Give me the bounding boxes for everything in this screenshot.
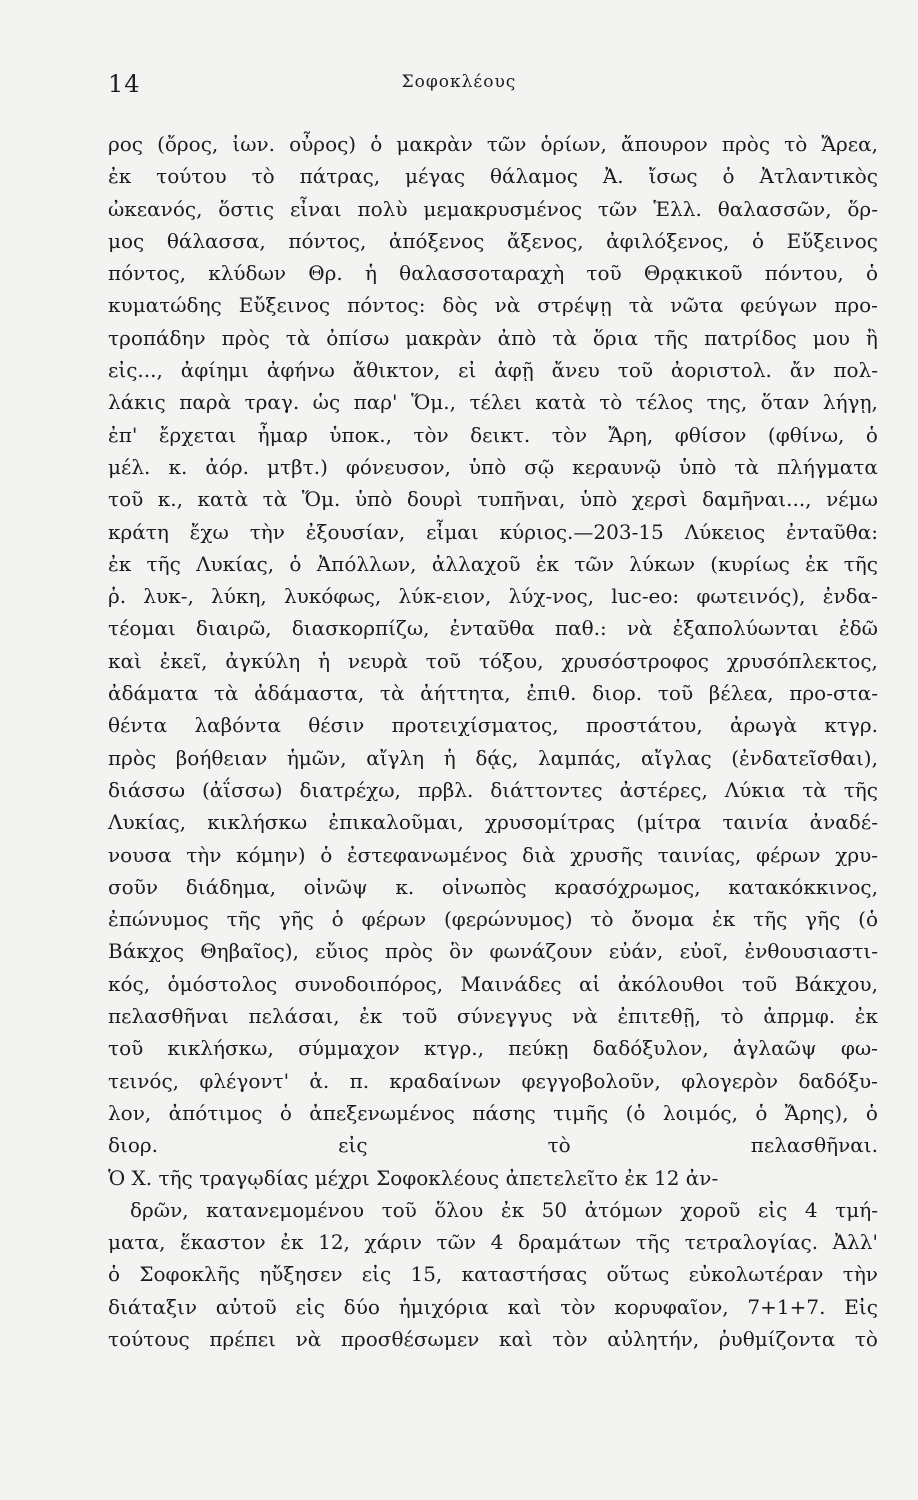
text-line: πόντος, κλύδων Θρ. ἡ θαλασσοταραχὴ τοῦ Θρᾳκικοῦ πόντου, ὁ xyxy=(108,261,878,286)
text-line: ῥ. λυκ-, λύκη, λυκόφως, λύκ-ειον, λύχ-νος, luc-eo: φωτεινός), ἐνδα- xyxy=(108,584,878,609)
text-line: δρῶν, κατανεμομένου τοῦ ὅλου ἐκ 50 ἀτόμων χοροῦ εἰς 4 τμή- xyxy=(130,1197,878,1222)
page-number: 14 xyxy=(108,70,141,98)
text-line: ἐπώνυμος τῆς γῆς ὁ φέρων (φερώνυμος) τὸ ὄνομα ἐκ τῆς γῆς (ὁ xyxy=(108,907,878,932)
text-line: ἐπ' ἔρχεται ἦμαρ ὑποκ., τὸν δεικτ. τὸν Ἄρη, φθίσον (φθίνω, ὁ xyxy=(108,422,878,447)
text-line: μος θάλασσα, πόντος, ἀπόξενος ἄξενος, ἀφιλόξενος, ὁ Εὔξεινος xyxy=(108,228,878,253)
text-line: διορ. εἰς τὸ πελασθῆναι. xyxy=(108,1133,878,1158)
text-line: Ὁ Χ. τῆς τραγῳδίας μέχρι Σοφοκλέους ἀπετελεῖτο ἐκ 12 ἀν- xyxy=(108,1165,719,1190)
text-line: ἀδάματα τὰ ἀδάμαστα, τὰ ἀήττητα, ἐπιθ. διορ. τοῦ βέλεα, προ-στα- xyxy=(108,681,878,706)
text-line: λον, ἀπότιμος ὁ ἀπεξενωμένος πάσης τιμῆς (ὁ λοιμός, ὁ Ἄρης), ὁ xyxy=(108,1100,878,1125)
commentary-text xyxy=(108,128,878,1355)
text-line: τούτους πρέπει νὰ προσθέσωμεν καὶ τὸν αὐλητήν, ῥυθμίζοντα τὸ xyxy=(108,1326,878,1351)
text-line: διάταξιν αὐτοῦ εἰς δύο ἡμιχόρια καὶ τὸν κορυφαῖον, 7+1+7. Εἰς xyxy=(108,1294,878,1319)
text-line: Βάκχος Θηβαῖος), εὔιος πρὸς ὃν φωνάζουν εὐάν, εὐοῖ, ἐνθουσιαστι- xyxy=(108,939,878,964)
text-line: σοῦν διάδημα, οἰνῶψ κ. οἰνωπὸς κρασόχρωμος, κατακόκκινος, xyxy=(108,874,878,899)
text-line: πελασθῆναι πελάσαι, ἐκ τοῦ σύνεγγυς νὰ ἐπιτεθῇ, τὸ ἀπρμφ. ἐκ xyxy=(108,1004,878,1029)
text-line: διάσσω (ἀΐσσω) διατρέχω, πρβλ. διάττοντες ἀστέρες, Λύκια τὰ τῆς xyxy=(108,777,878,802)
text-line: τοῦ κικλήσκω, σύμμαχον κτγρ., πεύκῃ δαδόξυλον, ἀγλαῶψ φω- xyxy=(108,1036,878,1061)
running-head: Σοφοκλέους xyxy=(401,72,517,92)
text-line: λάκις παρὰ τραγ. ὡς παρ' Ὅμ., τέλει κατὰ τὸ τέλος της, ὅταν λήγῃ, xyxy=(108,390,878,415)
text-line: τεινός, φλέγοντ' ἀ. π. κραδαίνων φεγγοβολοῦν, φλογερὸν δαδόξυ- xyxy=(108,1068,878,1093)
text-line: νουσα τὴν κόμην) ὁ ἐστεφανωμένος διὰ χρυσῆς ταινίας, φέρων χρυ- xyxy=(108,842,878,867)
text-line: τοῦ κ., κατὰ τὰ Ὅμ. ὑπὸ δουρὶ τυπῆναι, ὑπὸ χερσὶ δαμῆναι..., νέμω xyxy=(108,487,878,512)
text-line: ματα, ἕκαστον ἐκ 12, χάριν τῶν 4 δραμάτων τῆς τετραλογίας. Ἀλλ' xyxy=(108,1230,878,1255)
text-line: κός, ὁμόστολος συνοδοιπόρος, Μαινάδες αἱ ἀκόλουθοι τοῦ Βάκχου, xyxy=(108,971,878,996)
page-header xyxy=(0,70,918,100)
text-line: εἰς..., ἀφίημι ἀφήνω ἄθικτον, εἰ ἀφῇ ἄνευ τοῦ ἀοριστολ. ἄν πολ- xyxy=(108,358,878,383)
text-line: μέλ. κ. ἀόρ. μτβτ.) φόνευσον, ὑπὸ σῷ κεραυνῷ ὑπὸ τὰ πλήγματα xyxy=(108,454,878,479)
text-line: τέομαι διαιρῶ, διασκορπίζω, ἐνταῦθα παθ.: νὰ ἐξαπολύωνται ἐδῶ xyxy=(108,616,878,641)
text-line: ἐκ τούτου τὸ πάτρας, μέγας θάλαμος Ἀ. ἴσως ὁ Ἀτλαντικὸς xyxy=(108,164,878,189)
text-line: θέντα λαβόντα θέσιν προτειχίσματος, προστάτου, ἀρωγὰ κτγρ. xyxy=(108,713,878,738)
text-line: ἐκ τῆς Λυκίας, ὁ Ἀπόλλων, ἀλλαχοῦ ἐκ τῶν λύκων (κυρίως ἐκ τῆς xyxy=(108,551,878,576)
text-line: καὶ ἐκεῖ, ἀγκύλη ἡ νευρὰ τοῦ τόξου, χρυσόστροφος χρυσόπλεκτος, xyxy=(108,648,878,673)
text-line: ρος (ὄρος, ἰων. οὖρος) ὁ μακρὰν τῶν ὁρίων, ἄπουρον πρὸς τὸ Ἄρεα, xyxy=(108,132,878,156)
text-line: τροπάδην πρὸς τὰ ὀπίσω μακρὰν ἀπὸ τὰ ὅρια τῆς πατρίδος μου ἢ xyxy=(108,325,878,350)
text-line: ὠκεανός, ὅστις εἶναι πολὺ μεμακρυσμένος τῶν Ἑλλ. θαλασσῶν, ὅρ- xyxy=(108,196,878,221)
text-line: ὁ Σοφοκλῆς ηὔξησεν εἰς 15, καταστήσας οὕτως εὐκολωτέραν τὴν xyxy=(108,1262,878,1287)
text-line: κράτη ἔχω τὴν ἐξουσίαν, εἶμαι κύριος.—203-15 Λύκειος ἐνταῦθα: xyxy=(108,519,878,544)
text-line: πρὸς βοήθειαν ἡμῶν, αἴγλη ἡ δᾴς, λαμπάς, αἴγλας (ἐνδατεῖσθαι), xyxy=(108,745,878,770)
text-line: Λυκίας, κικλήσκω ἐπικαλοῦμαι, χρυσομίτρας (μίτρα ταινία ἀναδέ- xyxy=(108,810,878,835)
text-line: κυματώδης Εὔξεινος πόντος: δὸς νὰ στρέψῃ τὰ νῶτα φεύγων προ- xyxy=(108,293,878,318)
